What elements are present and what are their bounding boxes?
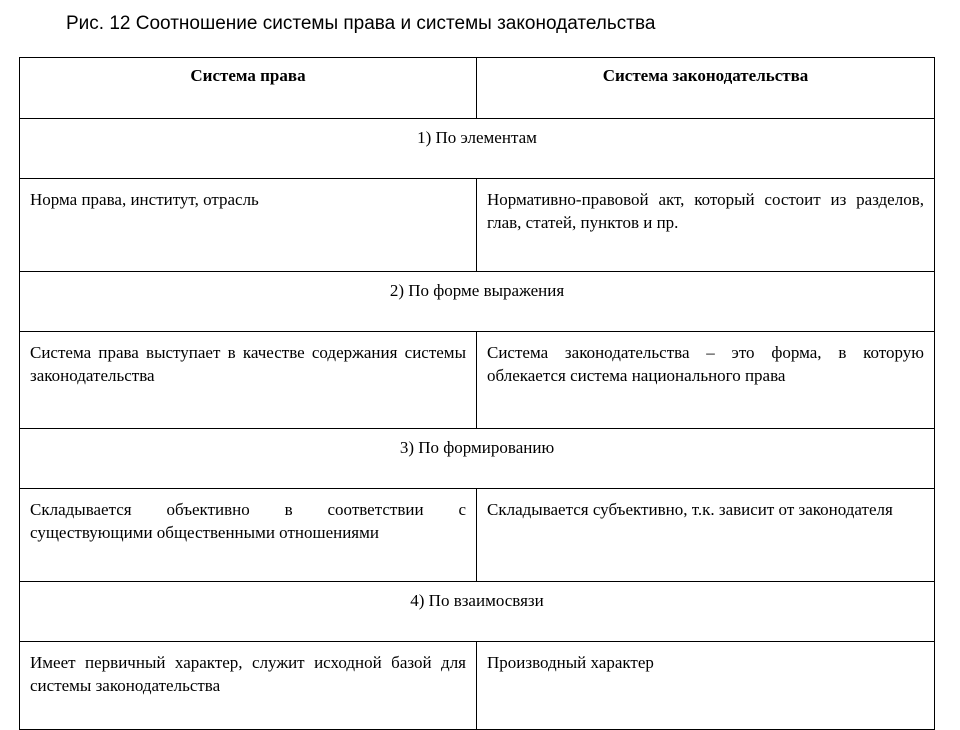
comparison-table xyxy=(19,57,935,730)
law-system-cell: Система права выступает в качестве содержания системы законодательства xyxy=(20,332,477,429)
section-row xyxy=(20,272,935,332)
section-title: 4) По взаимосвязи xyxy=(20,582,935,642)
header-legislation-system: Система законодательства xyxy=(477,58,935,119)
table-row xyxy=(20,489,935,582)
table-row xyxy=(20,642,935,730)
legislation-system-cell: Система законодательства – это форма, в которую облекается система национального права xyxy=(477,332,935,429)
table-header-row xyxy=(20,58,935,119)
law-system-cell: Складывается объективно в соответствии с существующими общественными отношениями xyxy=(20,489,477,582)
table-row xyxy=(20,332,935,429)
section-title: 3) По формированию xyxy=(20,429,935,489)
section-title: 1) По элементам xyxy=(20,119,935,179)
law-system-cell: Норма права, институт, отрасль xyxy=(20,179,477,272)
section-title: 2) По форме выражения xyxy=(20,272,935,332)
law-system-cell: Имеет первичный характер, служит исходной базой для системы законодательства xyxy=(20,642,477,730)
legislation-system-cell: Складывается субъективно, т.к. зависит от законодателя xyxy=(477,489,935,582)
header-law-system: Система права xyxy=(20,58,477,119)
figure-caption: Рис. 12 Соотношение системы права и системы законодательства xyxy=(66,13,656,34)
section-row xyxy=(20,582,935,642)
section-row xyxy=(20,429,935,489)
legislation-system-cell: Производный характер xyxy=(477,642,935,730)
table-row xyxy=(20,179,935,272)
section-row xyxy=(20,119,935,179)
legislation-system-cell: Нормативно-правовой акт, который состоит из разделов, глав, статей, пунктов и пр. xyxy=(477,179,935,272)
